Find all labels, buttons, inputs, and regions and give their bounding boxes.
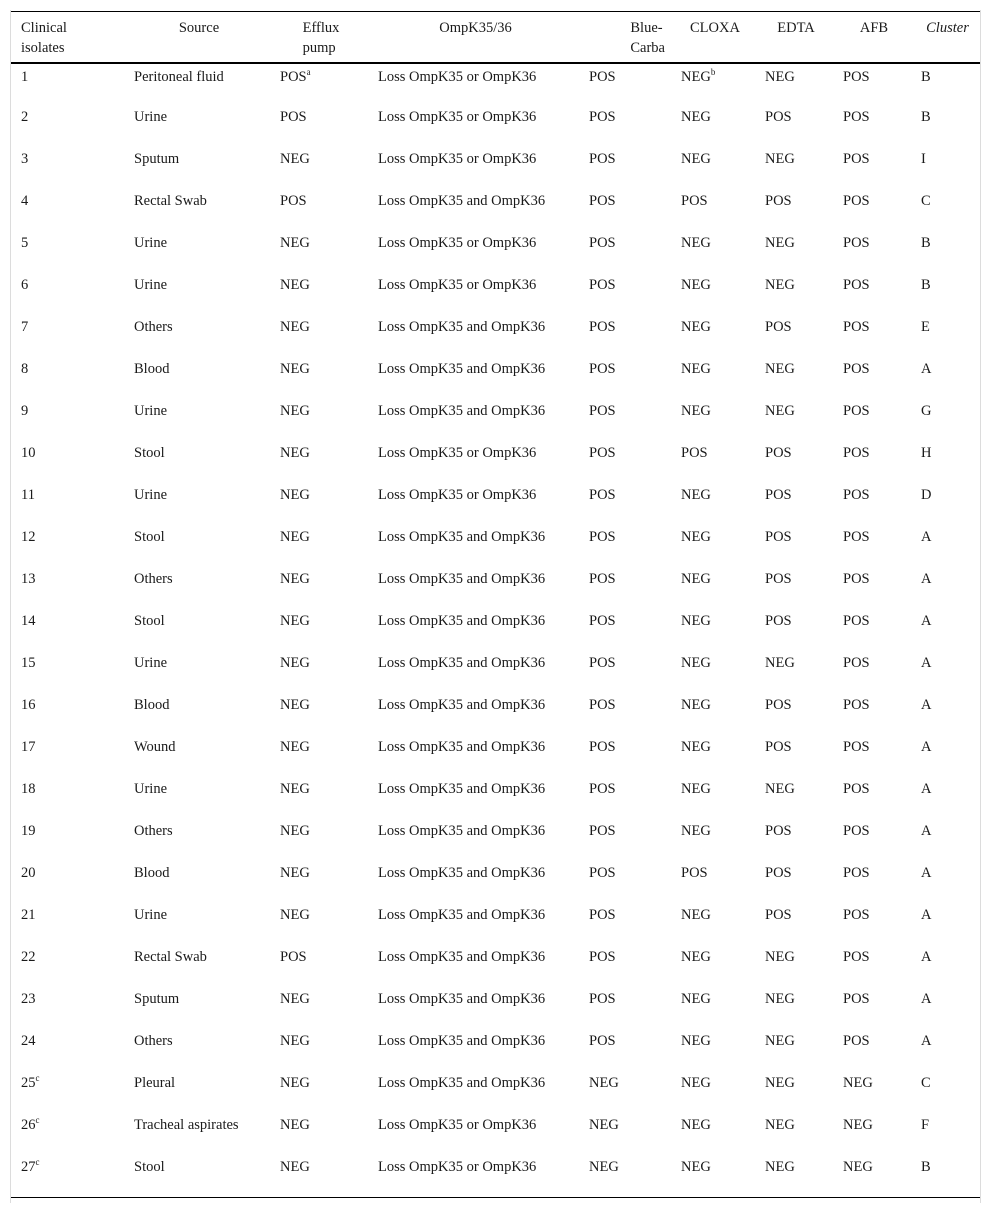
cell-edta: NEG: [765, 360, 795, 377]
cell-ompk: Loss OmpK35 and OmpK36: [378, 780, 546, 797]
cell-cloxa: NEG: [681, 108, 711, 125]
cell-blue-carba: POS: [589, 990, 616, 1007]
cell-edta: NEG: [765, 402, 795, 419]
cell-cluster: B: [921, 234, 931, 251]
cell-cluster: I: [921, 150, 926, 167]
cell-source: Blood: [134, 864, 170, 881]
cell-efflux-pump: NEG: [280, 654, 310, 671]
cell-source: Rectal Swab: [134, 192, 207, 209]
cell-clinical-isolate: 20: [21, 864, 36, 881]
cell-cloxa: NEG: [681, 696, 711, 713]
cell-cloxa: NEG: [681, 150, 711, 167]
col-header-afb: AFB: [833, 12, 911, 63]
cell-afb: POS: [843, 276, 870, 293]
cell-source: Stool: [134, 528, 165, 545]
cell-ompk: Loss OmpK35 or OmpK36: [378, 1116, 537, 1133]
isolates-table: [11, 11, 980, 1198]
cell-clinical-isolate: 2: [21, 108, 29, 125]
cell-ompk: Loss OmpK35 and OmpK36: [378, 654, 546, 671]
cell-clinical-isolate: 10: [21, 444, 36, 461]
cell-efflux-pump: NEG: [280, 360, 310, 377]
cell-cloxa: NEG: [681, 234, 711, 251]
table-row: [11, 735, 980, 777]
cell-cluster: C: [921, 1074, 931, 1091]
cell-blue-carba: POS: [589, 192, 616, 209]
cell-clinical-isolate: 15: [21, 654, 36, 671]
cell-source: Wound: [134, 738, 176, 755]
table-row: [11, 1113, 980, 1155]
cell-clinical-isolate: 14: [21, 612, 36, 629]
cell-clinical-isolate: 26$^c$: [21, 1114, 40, 1133]
col-header-ompk: OmpK35/36: [368, 12, 579, 63]
cell-cluster: D: [921, 486, 932, 503]
col-header-blue-carba: Blue- Carba: [579, 12, 671, 63]
cell-blue-carba: POS: [589, 528, 616, 545]
cell-cluster: A: [921, 906, 932, 923]
table-row: [11, 63, 980, 105]
cell-afb: POS: [843, 738, 870, 755]
cell-ompk: Loss OmpK35 or OmpK36: [368, 1155, 579, 1198]
cell-afb: POS: [843, 108, 870, 125]
cell-ompk: Loss OmpK35 and OmpK36: [378, 402, 546, 419]
cell-clinical-isolate: 3: [21, 150, 29, 167]
cell-edta: NEG: [765, 150, 795, 167]
cell-cloxa: NEG: [681, 402, 711, 419]
table-row: [11, 1071, 980, 1113]
cell-edta: NEG: [765, 990, 795, 1007]
cell-blue-carba: NEG: [589, 1116, 619, 1133]
cell-source: Others: [134, 570, 173, 587]
cell-ompk: Loss OmpK35 or OmpK36: [378, 108, 537, 125]
cell-clinical-isolate: 6: [21, 276, 29, 293]
cell-blue-carba: POS: [589, 68, 616, 85]
cell-blue-carba: POS: [589, 402, 616, 419]
col-header-cluster: Cluster: [911, 12, 980, 63]
cell-cloxa: NEG: [681, 528, 711, 545]
cell-cluster: B: [921, 68, 931, 85]
cell-source: Pleural: [134, 1074, 176, 1091]
cell-afb: POS: [843, 234, 870, 251]
cell-source: Urine: [134, 108, 168, 125]
cell-ompk: Loss OmpK35 and OmpK36: [378, 528, 546, 545]
cell-source: Tracheal aspirates: [134, 1116, 239, 1133]
cell-afb: POS: [843, 948, 870, 965]
cell-afb: POS: [843, 696, 870, 713]
cell-source: Sputum: [134, 150, 180, 167]
table-row: [11, 441, 980, 483]
cell-afb: POS: [843, 906, 870, 923]
table-row: [11, 189, 980, 231]
cell-efflux-pump: NEG: [280, 234, 310, 251]
cell-efflux-pump: NEG: [280, 528, 310, 545]
cell-clinical-isolate: 4: [21, 192, 29, 209]
cell-cluster: H: [921, 444, 932, 461]
cell-ompk: Loss OmpK35 and OmpK36: [378, 906, 546, 923]
footnote-marker: a: [306, 66, 311, 77]
cell-ompk: Loss OmpK35 or OmpK36: [378, 68, 537, 85]
cell-edta: NEG: [765, 1116, 795, 1133]
cell-source: Urine: [134, 906, 168, 923]
cell-source: Blood: [134, 696, 170, 713]
cell-ompk: Loss OmpK35 and OmpK36: [378, 318, 546, 335]
cell-ompk: Loss OmpK35 and OmpK36: [378, 360, 546, 377]
cell-ompk: Loss OmpK35 or OmpK36: [378, 276, 537, 293]
cell-edta: NEG: [755, 1155, 833, 1198]
cell-edta: POS: [765, 738, 792, 755]
cell-ompk: Loss OmpK35 or OmpK36: [378, 486, 537, 503]
cell-edta: NEG: [765, 948, 795, 965]
cell-blue-carba: POS: [589, 570, 616, 587]
cell-ompk: Loss OmpK35 and OmpK36: [378, 612, 546, 629]
cell-cluster: F: [921, 1116, 930, 1133]
cell-cluster: A: [921, 528, 932, 545]
cell-blue-carba: POS: [589, 696, 616, 713]
cell-cloxa: POS: [681, 864, 708, 881]
cell-afb: POS: [843, 528, 870, 545]
cell-cluster: C: [921, 192, 931, 209]
col-header-efflux-pump: Efflux pump: [270, 12, 368, 63]
cell-clinical-isolate: 11: [21, 486, 35, 503]
cell-cloxa: NEG: [681, 486, 711, 503]
table-row: [11, 819, 980, 861]
cell-cluster: A: [921, 738, 932, 755]
cell-efflux-pump: NEG: [280, 444, 310, 461]
cell-clinical-isolate: 5: [21, 234, 29, 251]
cell-blue-carba: POS: [589, 150, 616, 167]
cell-clinical-isolate: 22: [21, 948, 36, 965]
cell-cloxa: NEG: [681, 1116, 711, 1133]
cell-afb: POS: [843, 150, 870, 167]
cell-clinical-isolate: 8: [21, 360, 29, 377]
cell-clinical-isolate: 21: [21, 906, 36, 923]
cell-clinical-isolate: 1: [21, 68, 29, 85]
cell-ompk: Loss OmpK35 or OmpK36: [378, 234, 537, 251]
cell-cloxa: NEG: [681, 948, 711, 965]
table-row: [11, 315, 980, 357]
cell-source: Urine: [134, 276, 168, 293]
cell-source: Others: [134, 822, 173, 839]
cell-edta: NEG: [765, 780, 795, 797]
cell-source: Stool: [124, 1155, 270, 1198]
cell-cluster: A: [921, 696, 932, 713]
cell-source: Urine: [134, 402, 168, 419]
cell-cluster: A: [921, 990, 932, 1007]
cell-blue-carba: POS: [589, 780, 616, 797]
cell-afb: POS: [843, 1032, 870, 1049]
cell-edta: POS: [765, 528, 792, 545]
cell-afb: NEG: [843, 1116, 873, 1133]
cell-source: Urine: [134, 234, 168, 251]
cell-edta: NEG: [765, 276, 795, 293]
table-row: [11, 777, 980, 819]
cell-blue-carba: POS: [589, 948, 616, 965]
cell-afb: POS: [843, 780, 870, 797]
cell-cloxa: NEG: [681, 906, 711, 923]
cell-efflux-pump: NEG: [280, 864, 310, 881]
cell-efflux-pump: POS: [280, 192, 307, 209]
cell-efflux-pump: NEG: [280, 990, 310, 1007]
footnote-marker: c: [35, 1114, 40, 1125]
cell-edta: POS: [765, 612, 792, 629]
cell-cloxa: NEG: [681, 276, 711, 293]
cell-efflux-pump: NEG: [280, 906, 310, 923]
table-row: [11, 945, 980, 987]
cell-source: Others: [134, 1032, 173, 1049]
cell-cluster: A: [921, 612, 932, 629]
table-row: [11, 273, 980, 315]
cell-ompk: Loss OmpK35 and OmpK36: [378, 822, 546, 839]
cell-efflux-pump: NEG: [280, 1032, 310, 1049]
cell-blue-carba: POS: [589, 444, 616, 461]
cell-cluster: G: [921, 402, 932, 419]
table-row: [11, 399, 980, 441]
cell-edta: POS: [765, 696, 792, 713]
cell-afb: POS: [843, 822, 870, 839]
cell-clinical-isolate: 18: [21, 780, 36, 797]
cell-efflux-pump: NEG: [280, 276, 310, 293]
cell-edta: NEG: [765, 654, 795, 671]
cell-efflux-pump: NEG: [270, 1155, 368, 1198]
table-row: [11, 987, 980, 1029]
cell-clinical-isolate: 13: [21, 570, 36, 587]
cell-cloxa: NEG: [681, 738, 711, 755]
cell-clinical-isolate: 24: [21, 1032, 36, 1049]
cell-cloxa: NEG: [681, 570, 711, 587]
cell-edta: POS: [765, 822, 792, 839]
cell-afb: POS: [843, 360, 870, 377]
cell-edta: POS: [765, 108, 792, 125]
cell-efflux-pump: NEG: [280, 612, 310, 629]
cell-cluster: A: [921, 822, 932, 839]
cell-cluster: B: [921, 108, 931, 125]
footnote-marker: c: [35, 1156, 40, 1167]
cell-clinical-isolate: 12: [21, 528, 36, 545]
cell-edta: POS: [765, 318, 792, 335]
cell-cluster: A: [921, 948, 932, 965]
cell-ompk: Loss OmpK35 and OmpK36: [378, 738, 546, 755]
cell-blue-carba: POS: [589, 234, 616, 251]
cell-efflux-pump: POS: [280, 108, 307, 125]
cell-afb: POS: [843, 68, 870, 85]
table-row: [11, 651, 980, 693]
cell-cloxa: NEG: [681, 1074, 711, 1091]
cell-efflux-pump: NEG: [280, 1116, 310, 1133]
table-row: [11, 357, 980, 399]
cell-cloxa: NEG: [681, 654, 711, 671]
cell-efflux-pump: NEG: [280, 738, 310, 755]
cell-afb: POS: [843, 612, 870, 629]
cell-afb: NEG: [843, 1074, 873, 1091]
table-row: [11, 147, 980, 189]
cell-edta: NEG: [765, 1032, 795, 1049]
cell-blue-carba: POS: [589, 486, 616, 503]
cell-cloxa: NEG: [681, 1032, 711, 1049]
cell-ompk: Loss OmpK35 and OmpK36: [378, 192, 546, 209]
table-row: [11, 567, 980, 609]
cell-source: Sputum: [134, 990, 180, 1007]
cell-efflux-pump: NEG: [280, 780, 310, 797]
cell-blue-carba: POS: [589, 906, 616, 923]
cell-ompk: Loss OmpK35 and OmpK36: [378, 990, 546, 1007]
table-row: [11, 525, 980, 567]
col-header-edta: EDTA: [755, 12, 833, 63]
cell-ompk: Loss OmpK35 or OmpK36: [378, 444, 537, 461]
cell-blue-carba: POS: [589, 276, 616, 293]
cell-efflux-pump: NEG: [280, 402, 310, 419]
cell-cluster: A: [921, 360, 932, 377]
header-row: [11, 12, 980, 63]
cell-cloxa: NEG: [681, 360, 711, 377]
cell-efflux-pump: NEG: [280, 822, 310, 839]
cell-cloxa: NEG: [681, 780, 711, 797]
cell-efflux-pump: NEG: [280, 150, 310, 167]
cell-edta: POS: [765, 906, 792, 923]
cell-afb: POS: [843, 990, 870, 1007]
cell-blue-carba: POS: [589, 864, 616, 881]
cell-source: Stool: [134, 444, 165, 461]
cell-blue-carba: POS: [589, 612, 616, 629]
table-row: [11, 231, 980, 273]
cell-clinical-isolate: 17: [21, 738, 36, 755]
table-row: [11, 1155, 980, 1198]
cell-source: Urine: [134, 780, 168, 797]
cell-clinical-isolate: 16: [21, 696, 36, 713]
cell-cloxa: NEG: [671, 1155, 755, 1198]
cell-ompk: Loss OmpK35 and OmpK36: [378, 1032, 546, 1049]
footnote-marker: c: [35, 1072, 40, 1083]
cell-edta: POS: [765, 864, 792, 881]
cell-afb: NEG: [833, 1155, 911, 1198]
table-row: [11, 903, 980, 945]
col-header-clinical-isolates: Clinical isolates: [11, 12, 124, 63]
cell-edta: NEG: [765, 68, 795, 85]
cell-blue-carba: POS: [589, 318, 616, 335]
cell-cloxa: NEG: [681, 822, 711, 839]
cell-afb: POS: [843, 192, 870, 209]
table-row: [11, 105, 980, 147]
cell-cloxa: NEG$^b$: [681, 66, 716, 85]
cell-cloxa: POS: [681, 444, 708, 461]
cell-afb: POS: [843, 318, 870, 335]
cell-ompk: Loss OmpK35 and OmpK36: [378, 570, 546, 587]
cell-source: Urine: [134, 486, 168, 503]
cell-source: Peritoneal fluid: [134, 68, 224, 85]
cell-blue-carba: POS: [589, 738, 616, 755]
cell-afb: POS: [843, 864, 870, 881]
cell-clinical-isolate: 27$^c$: [11, 1155, 124, 1198]
cell-efflux-pump: NEG: [280, 1074, 310, 1091]
table-row: [11, 1029, 980, 1071]
table-row: [11, 483, 980, 525]
cell-blue-carba: NEG: [589, 1074, 619, 1091]
cell-afb: POS: [843, 654, 870, 671]
cell-ompk: Loss OmpK35 and OmpK36: [378, 948, 546, 965]
cell-efflux-pump: NEG: [280, 318, 310, 335]
table-row: [11, 609, 980, 651]
cell-clinical-isolate: 25$^c$: [21, 1072, 40, 1091]
cell-edta: POS: [765, 570, 792, 587]
cell-cloxa: NEG: [681, 612, 711, 629]
cell-clinical-isolate: 23: [21, 990, 36, 1007]
cell-edta: POS: [765, 192, 792, 209]
cell-cloxa: NEG: [681, 990, 711, 1007]
cell-cluster: A: [921, 1032, 932, 1049]
cell-edta: NEG: [765, 234, 795, 251]
cell-afb: POS: [843, 444, 870, 461]
cell-source: Blood: [134, 360, 170, 377]
cell-efflux-pump: POS: [280, 948, 307, 965]
cell-blue-carba: POS: [589, 1032, 616, 1049]
cell-cloxa: POS: [681, 192, 708, 209]
cell-edta: POS: [765, 444, 792, 461]
table-header: [11, 12, 980, 63]
cell-cloxa: NEG: [681, 318, 711, 335]
cell-efflux-pump: POS$^a$: [280, 66, 311, 85]
cell-source: Urine: [134, 654, 168, 671]
cell-clinical-isolate: 7: [21, 318, 29, 335]
col-header-source: Source: [124, 12, 270, 63]
cell-blue-carba: POS: [589, 654, 616, 671]
table-row: [11, 861, 980, 903]
cell-blue-carba: POS: [589, 360, 616, 377]
cell-afb: POS: [843, 570, 870, 587]
cell-cluster: A: [921, 570, 932, 587]
cell-blue-carba: POS: [589, 822, 616, 839]
cell-blue-carba: POS: [589, 108, 616, 125]
cell-cluster: B: [911, 1155, 980, 1198]
table-body: [11, 63, 980, 1198]
cell-edta: POS: [765, 486, 792, 503]
cell-cluster: B: [921, 276, 931, 293]
cell-cluster: A: [921, 864, 932, 881]
footnote-marker: b: [710, 66, 716, 77]
cell-cluster: A: [921, 654, 932, 671]
cell-source: Stool: [134, 612, 165, 629]
table-row: [11, 693, 980, 735]
cell-edta: NEG: [765, 1074, 795, 1091]
cell-efflux-pump: NEG: [280, 696, 310, 713]
cell-ompk: Loss OmpK35 and OmpK36: [378, 864, 546, 881]
cell-cluster: E: [921, 318, 930, 335]
cell-blue-carba: NEG: [579, 1155, 671, 1198]
cell-ompk: Loss OmpK35 and OmpK36: [378, 696, 546, 713]
cell-source: Others: [134, 318, 173, 335]
cell-cluster: A: [921, 780, 932, 797]
cell-efflux-pump: NEG: [280, 570, 310, 587]
cell-source: Rectal Swab: [134, 948, 207, 965]
col-header-cloxa: CLOXA: [671, 12, 755, 63]
cell-ompk: Loss OmpK35 and OmpK36: [378, 1074, 546, 1091]
cell-afb: POS: [843, 402, 870, 419]
cell-efflux-pump: NEG: [280, 486, 310, 503]
cell-clinical-isolate: 19: [21, 822, 36, 839]
cell-clinical-isolate: 9: [21, 402, 29, 419]
cell-ompk: Loss OmpK35 or OmpK36: [378, 150, 537, 167]
cell-afb: POS: [843, 486, 870, 503]
